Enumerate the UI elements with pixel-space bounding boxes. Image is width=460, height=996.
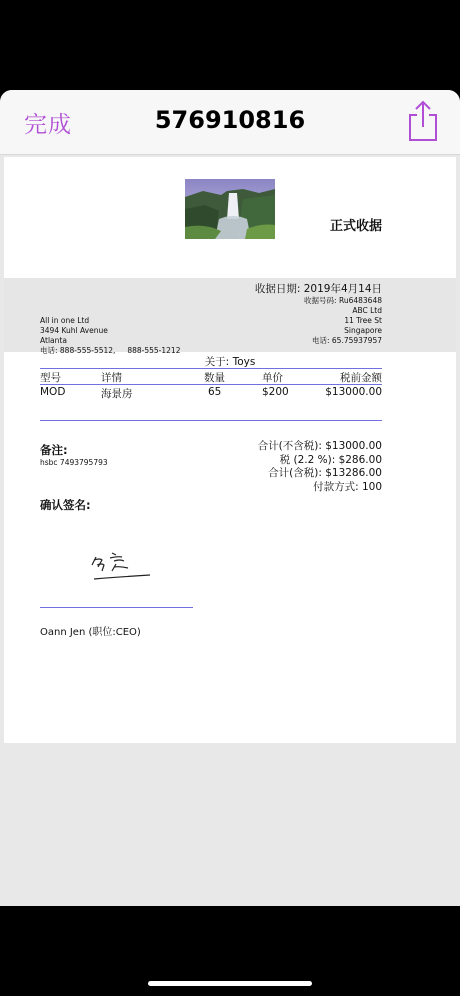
client-city: Singapore bbox=[344, 326, 382, 335]
receipt-subject: 关于: Toys bbox=[204, 356, 256, 368]
sender-name: All in one Ltd bbox=[40, 316, 90, 325]
nav-bar bbox=[0, 90, 460, 155]
subtotal: 合计(不含税): $13000.00 bbox=[257, 440, 382, 452]
cell-quantity: 65 bbox=[208, 386, 222, 398]
home-indicator[interactable] bbox=[148, 981, 312, 986]
receipt-number-title: 576910816 bbox=[154, 106, 306, 134]
signature-label: 确认签名: bbox=[40, 498, 91, 512]
share-icon bbox=[406, 100, 440, 142]
table-row bbox=[40, 385, 382, 399]
table-header bbox=[40, 368, 382, 385]
sender-city: Atlanta bbox=[40, 336, 67, 345]
signer-name: Oann Jen (职位:CEO) bbox=[40, 627, 141, 638]
handwritten-signature bbox=[88, 549, 158, 585]
address-band bbox=[4, 278, 456, 355]
receipt-doc-title: 正式收据 bbox=[329, 219, 382, 234]
table-bottom-rule bbox=[40, 420, 382, 421]
cell-amount: $13000.00 bbox=[325, 386, 382, 398]
grand-total: 合计(含税): $13286.00 bbox=[268, 467, 382, 479]
receipt-date: 收据日期: 2019年4月14日 bbox=[254, 283, 382, 295]
header-unit-price: 单价 bbox=[262, 372, 283, 384]
header-quantity: 数量 bbox=[204, 372, 225, 384]
notes-title: 备注: bbox=[40, 443, 68, 457]
share-button[interactable] bbox=[406, 100, 440, 142]
header-model: 型号 bbox=[40, 372, 61, 384]
receipt-number: 收据号码: Ru6483648 bbox=[304, 296, 382, 305]
receipt-sheet bbox=[0, 90, 460, 906]
notes-text: hsbc 7493795793 bbox=[40, 458, 108, 467]
totals-block bbox=[258, 440, 382, 494]
client-street: 11 Tree St bbox=[344, 316, 382, 325]
client-address bbox=[312, 306, 382, 346]
waterfall-photo bbox=[185, 179, 275, 239]
sender-phone: 电话: 888-555-5512, 888-555-1212 bbox=[40, 346, 181, 355]
cell-unit-price: $200 bbox=[262, 386, 289, 398]
cell-model: MOD bbox=[40, 386, 66, 398]
signature-rule bbox=[40, 607, 193, 608]
done-button[interactable]: 完成 bbox=[24, 112, 72, 138]
sender-address bbox=[40, 316, 180, 356]
header-detail: 详情 bbox=[101, 372, 122, 384]
tax: 税 (2.2 %): $286.00 bbox=[279, 453, 382, 466]
client-phone: 电话: 65.75937957 bbox=[311, 336, 382, 345]
client-name: ABC Ltd bbox=[352, 306, 382, 315]
cell-detail: 海景房 bbox=[101, 388, 133, 400]
sender-street: 3494 Kuhl Avenue bbox=[40, 326, 108, 335]
header-pretax-amount: 税前金额 bbox=[340, 372, 382, 384]
payment-method: 付款方式: 100 bbox=[313, 480, 382, 493]
receipt-page bbox=[4, 157, 456, 743]
